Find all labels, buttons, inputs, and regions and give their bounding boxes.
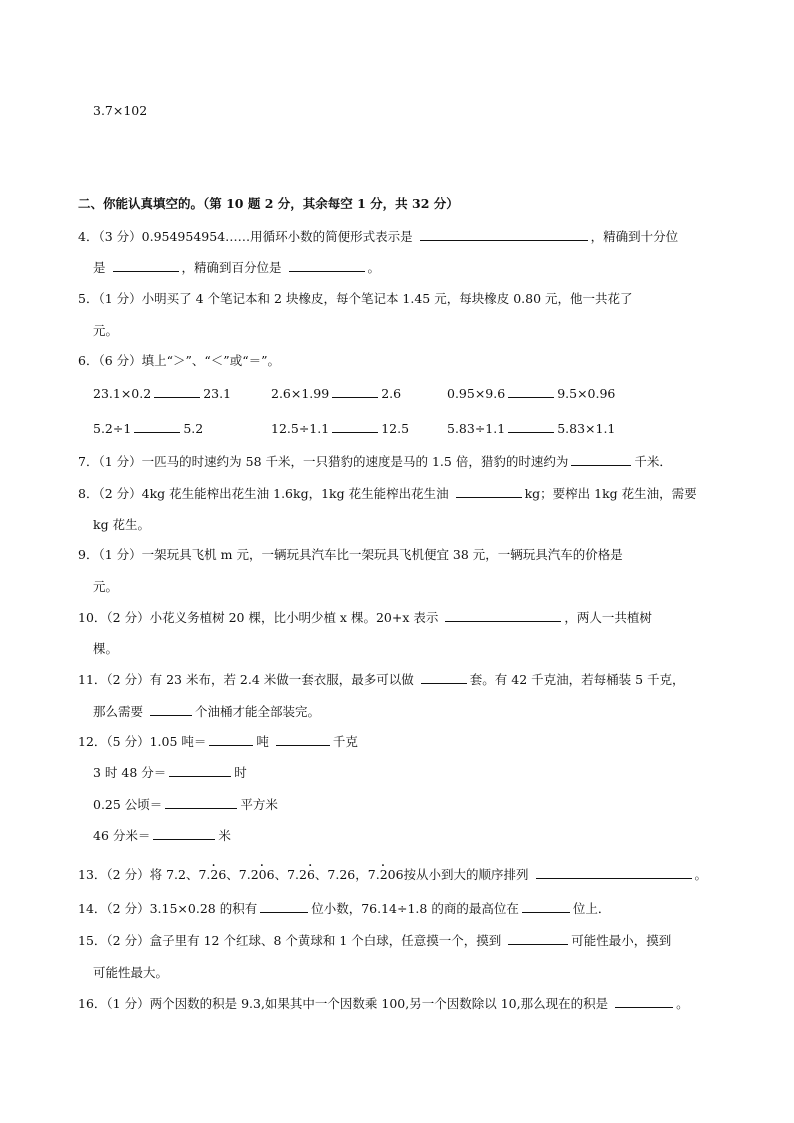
question-12-line-4: 46 分米＝ 米 [93, 828, 231, 843]
previous-expression: 3.7×102 [93, 103, 148, 118]
question-4-cont: 是 ，精确到百分位是 。 [93, 260, 381, 275]
repeating-decimal-digits: · 06 [259, 867, 275, 882]
answer-blank[interactable] [153, 827, 215, 840]
answer-blank[interactable] [276, 733, 330, 746]
repeating-decimal-digits: · 6 [307, 867, 315, 882]
answer-blank[interactable] [456, 485, 522, 498]
question-10-cont: 棵。 [93, 641, 119, 656]
question-13: 13．（2 分）将 7.2、7.· 26、7.2· 06、7.2· 6、7.26，7.· 206按从小到大的顺序排列 。 [78, 866, 707, 884]
question-score: （3 分） [98, 229, 142, 244]
answer-blank[interactable] [154, 385, 200, 398]
compare-item: 5.2÷1 5.2 [93, 421, 204, 436]
answer-blank[interactable] [260, 900, 308, 913]
question-15: 15．（2 分）盒子里有 12 个红球、8 个黄球和 1 个白球，任意摸一个，摸到 可能性最小，摸到 [78, 933, 672, 948]
answer-blank[interactable] [150, 703, 192, 716]
question-12-line-2: 3 时 48 分＝ 时 [93, 765, 247, 780]
answer-blank[interactable] [289, 259, 365, 272]
repeating-decimal-digits: · 206 [380, 867, 404, 882]
section-heading: 二、你能认真填空的。（第 10 题 2 分，其余每空 1 分，共 32 分） [78, 196, 459, 211]
question-9: 9．（1 分）一架玩具飞机 m 元，一辆玩具汽车比一架玩具飞机便宜 38 元，一辆玩具汽车的价格是 [78, 547, 623, 562]
answer-blank[interactable] [134, 420, 180, 433]
answer-blank[interactable] [332, 420, 378, 433]
question-6: 6．（6 分）填上“＞”、“＜”或“＝”。 [78, 353, 280, 368]
question-16: 16．（1 分）两个因数的积是 9.3,如果其中一个因数乘 100,另一个因数除以 10,那么现在的积是 。 [78, 996, 689, 1011]
compare-item: 0.95×9.6 9.5×0.96 [447, 386, 616, 401]
question-12-line-3: 0.25 公顷＝ 平方米 [93, 797, 278, 812]
answer-blank[interactable] [165, 796, 237, 809]
answer-blank[interactable] [522, 900, 570, 913]
answer-blank[interactable] [421, 671, 467, 684]
question-5-cont: 元。 [93, 323, 119, 338]
question-5: 5．（1 分）小明买了 4 个笔记本和 2 块橡皮，每个笔记本 1.45 元，每块橡皮 0.80 元，他一共花了 [78, 291, 633, 306]
question-11-cont: 那么需要 个油桶才能全部装完。 [93, 704, 321, 719]
question-15-cont: 可能性最大。 [93, 965, 169, 980]
question-number: 4． [78, 229, 99, 244]
answer-blank[interactable] [169, 764, 231, 777]
answer-blank[interactable] [445, 609, 561, 622]
answer-blank[interactable] [571, 453, 631, 466]
compare-item: 23.1×0.2 23.1 [93, 386, 232, 401]
question-10: 10．（2 分）小花义务植树 20 棵，比小明少植 x 棵。20+x 表示 ，两人一共植树 [78, 610, 652, 625]
compare-item: 5.83÷1.1 5.83×1.1 [447, 421, 616, 436]
repeating-decimal-digits: · 26 [210, 867, 226, 882]
question-7: 7．（1 分）一匹马的时速约为 58 千米，一只猎豹的速度是马的 1.5 倍，猎豹的时速约为 千米． [78, 454, 672, 469]
answer-blank[interactable] [536, 866, 692, 879]
compare-item: 2.6×1.99 2.6 [271, 386, 402, 401]
question-8-cont: kg 花生。 [93, 517, 151, 532]
question-4: 4．（3 分）0.954954954……用循环小数的简便形式表示是 ，精确到十分位 [78, 229, 679, 244]
answer-blank[interactable] [332, 385, 378, 398]
question-11: 11．（2 分）有 23 米布，若 2.4 米做一套衣服，最多可以做 套。有 42 千克油，若每桶装 5 千克， [78, 672, 685, 687]
answer-blank[interactable] [209, 733, 253, 746]
question-9-cont: 元。 [93, 579, 119, 594]
answer-blank[interactable] [508, 932, 568, 945]
question-12: 12．（5 分）1.05 吨＝ 吨 千克 [78, 734, 358, 749]
answer-blank[interactable] [615, 995, 673, 1008]
compare-item: 12.5÷1.1 12.5 [271, 421, 410, 436]
answer-blank[interactable] [420, 228, 588, 241]
answer-blank[interactable] [508, 420, 554, 433]
question-14: 14．（2 分）3.15×0.28 的积有 位小数，76.14÷1.8 的商的最高位在 位上． [78, 901, 611, 916]
answer-blank[interactable] [508, 385, 554, 398]
answer-blank[interactable] [113, 259, 179, 272]
question-8: 8．（2 分）4kg 花生能榨出花生油 1.6kg，1kg 花生能榨出花生油 kg；要榨出 1kg 花生油，需要 [78, 486, 697, 501]
